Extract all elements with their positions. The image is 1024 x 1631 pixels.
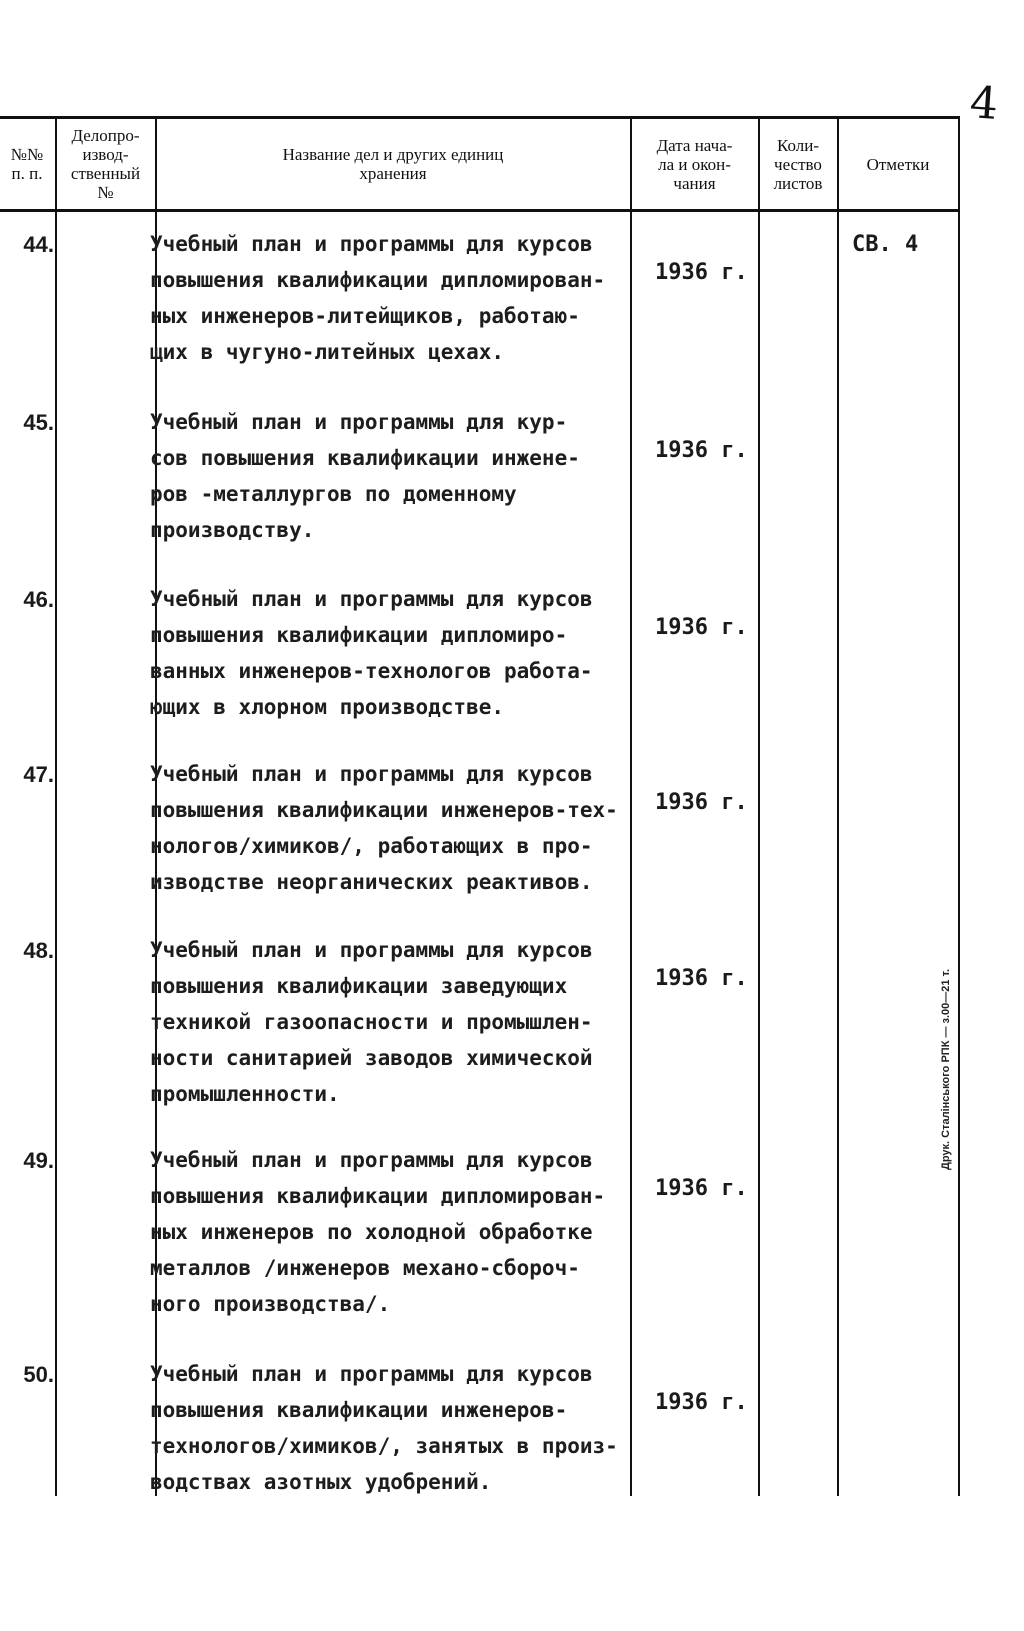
header-cell-sheets bbox=[760, 122, 836, 206]
header-bottom-rule bbox=[0, 209, 960, 212]
header-office-text: Делопро- извод- ственный № bbox=[70, 126, 141, 202]
row-title: Учебный план и программы для курсов повышения квалификации дипломирован- ных инженеров по холодной обработке металлов /инженеров механо-сбороч- ного производства/. bbox=[150, 1148, 606, 1316]
header-cell-title bbox=[157, 122, 629, 206]
row-date: 1936 г. bbox=[655, 966, 748, 991]
printer-imprint: Друк. Сталінського РПК — з.00—21 т. bbox=[940, 968, 952, 1170]
row-number: 46. bbox=[23, 587, 54, 612]
header-sheets-text: Коли- чество листов bbox=[773, 135, 823, 193]
header-notes-text: Отметки bbox=[866, 154, 930, 174]
row-date: 1936 г. bbox=[655, 260, 748, 285]
table-top-rule bbox=[0, 116, 960, 119]
row-number: 47. bbox=[23, 762, 54, 787]
header-cell-notes bbox=[839, 122, 957, 206]
row-number: 48. bbox=[23, 938, 54, 963]
row-date: 1936 г. bbox=[655, 790, 748, 815]
row-title: Учебный план и программы для курсов повышения квалификации дипломирован- ных инженеров-литейщиков, работаю- щих в чугуно-литейных цехах. bbox=[150, 232, 606, 364]
row-note: СВ. 4 bbox=[852, 232, 919, 257]
page-number-handwritten: 4 bbox=[968, 77, 1000, 130]
header-dates-text: Дата нача- ла и окон- чания bbox=[656, 135, 733, 193]
row-title: Учебный план и программы для курсов повышения квалификации инженеров- технологов/химиков/, занятых в произ- водствах азотных удобрений. bbox=[150, 1362, 618, 1494]
row-number: 44. bbox=[23, 232, 54, 257]
row-number: 50. bbox=[23, 1362, 54, 1387]
header-cell-office bbox=[57, 122, 154, 206]
row-date: 1936 г. bbox=[655, 1390, 748, 1415]
row-date: 1936 г. bbox=[655, 438, 748, 463]
row-title: Учебный план и программы для курсов повышения квалификации дипломиро- ванных инженеров-технологов работа- ющих в хлорном производстве. bbox=[150, 587, 593, 719]
row-title: Учебный план и программы для курсов повышения квалификации заведующих техникой газоопасности и промышлен- ности санитарией заводов химической промышленности. bbox=[150, 938, 593, 1106]
header-title-text: Название дел и других единиц хранения bbox=[282, 145, 504, 183]
header-cell-dates bbox=[632, 122, 757, 206]
header-number-text: №№ п. п. bbox=[10, 145, 44, 183]
column-divider-1 bbox=[55, 116, 57, 1496]
column-divider-6 bbox=[958, 116, 960, 1496]
row-number: 45. bbox=[23, 410, 54, 435]
column-divider-5 bbox=[837, 116, 839, 1496]
row-date: 1936 г. bbox=[655, 1176, 748, 1201]
row-number: 49. bbox=[23, 1148, 54, 1173]
row-title: Учебный план и программы для кур- сов повышения квалификации инжене- ров -металлургов по доменному производству. bbox=[150, 410, 580, 542]
header-cell-number bbox=[0, 122, 54, 206]
row-date: 1936 г. bbox=[655, 615, 748, 640]
row-title: Учебный план и программы для курсов повышения квалификации инженеров-тех- нологов/химиков/, работающих в про- изводстве неорганических реактивов. bbox=[150, 762, 618, 894]
